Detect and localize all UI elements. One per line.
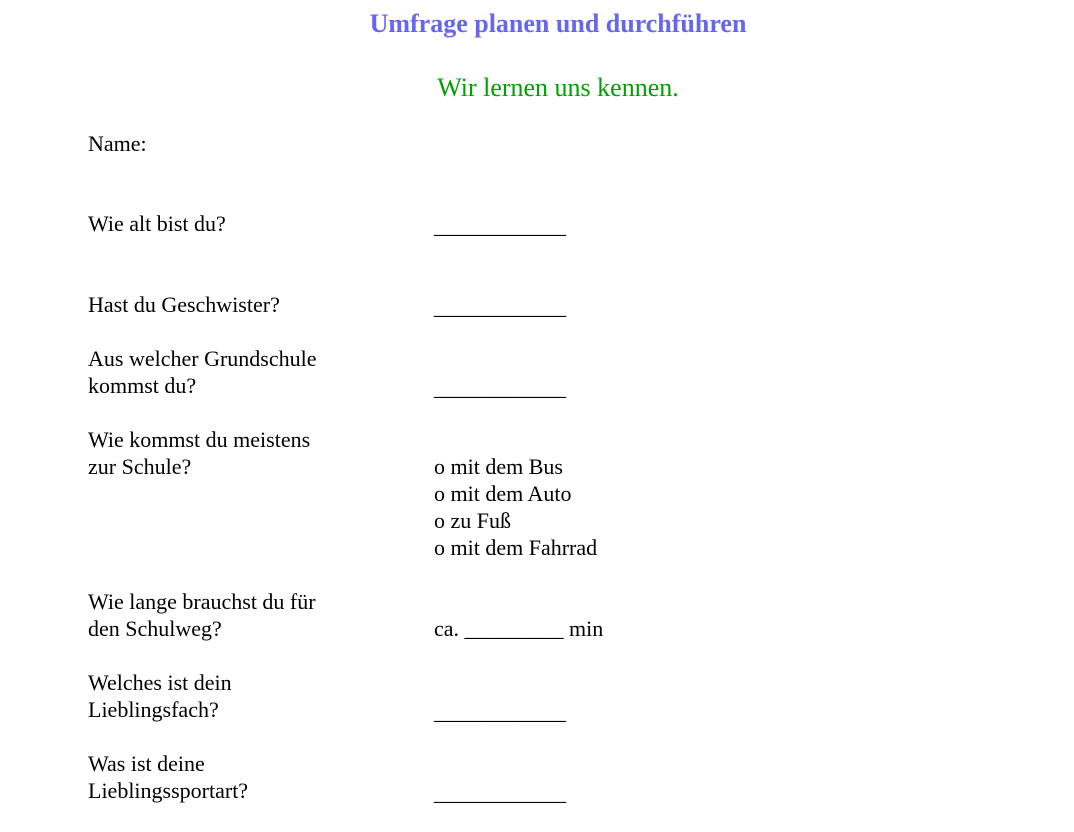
answer-primary-school-blank[interactable]: ____________ (434, 375, 566, 400)
option-bike[interactable]: o mit dem Fahrrad (434, 535, 598, 560)
name-label: Name: (88, 131, 147, 156)
question-favorite-subject: Welches ist dein Lieblingsfach? (88, 670, 232, 722)
page-subtitle: Wir lernen uns kennen. (437, 73, 679, 102)
question-age: Wie alt bist du? (88, 211, 226, 236)
option-car[interactable]: o mit dem Auto (434, 481, 572, 506)
option-bus[interactable]: o mit dem Bus (434, 454, 563, 479)
answer-siblings-blank[interactable]: ____________ (434, 294, 566, 319)
question-siblings: Hast du Geschwister? (88, 292, 280, 317)
question-commute-time: Wie lange brauchst du für den Schulweg? (88, 589, 316, 641)
question-primary-school: Aus welcher Grundschule kommst du? (88, 346, 317, 398)
answer-favorite-subject-blank[interactable]: ____________ (434, 699, 566, 724)
question-favorite-sport: Was ist deine Lieblingssportart? (88, 751, 249, 803)
commute-options (434, 453, 597, 561)
question-commute-mode: Wie kommst du meistens zur Schule? (88, 427, 311, 479)
option-walk[interactable]: o zu Fuß (434, 508, 511, 533)
answer-favorite-sport-blank[interactable]: ____________ (434, 780, 566, 805)
answer-commute-time-blank[interactable]: ca. _________ min (434, 616, 604, 641)
answer-age-blank[interactable]: ____________ (434, 213, 566, 238)
page-title: Umfrage planen und durchführen (369, 9, 747, 38)
